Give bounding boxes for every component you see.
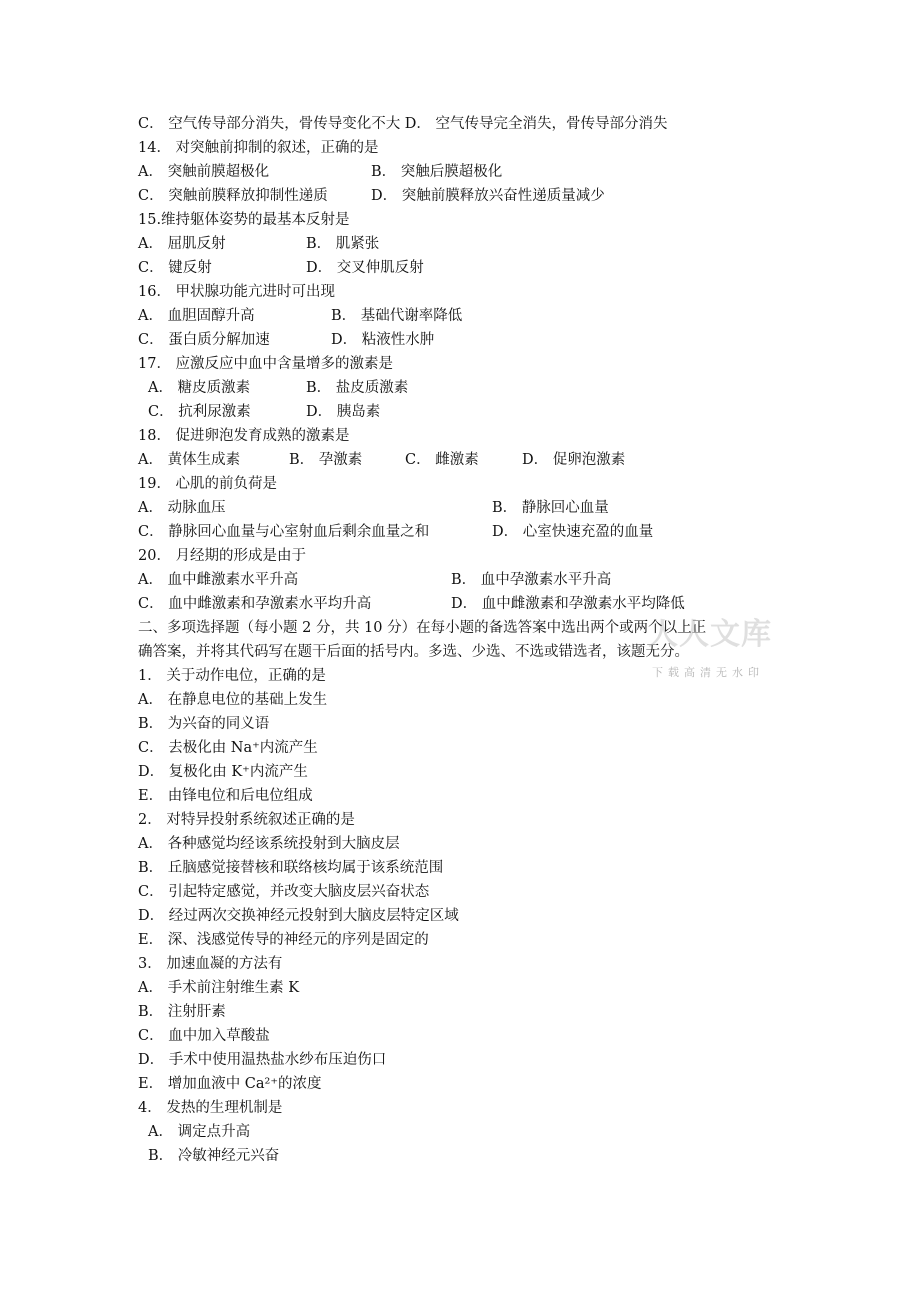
- q18-option-d: D． 促卵泡激素: [522, 452, 626, 468]
- q16-option-a: A． 血胆固醇升高: [138, 308, 255, 324]
- q17-option-b: B． 盐皮质激素: [306, 380, 409, 396]
- q15-option-d: D． 交叉伸肌反射: [306, 260, 424, 276]
- q16-option-b: B． 基础代谢率降低: [331, 308, 463, 324]
- q19-option-b: B． 静脉回心血量: [492, 500, 609, 516]
- mc4-option-a: A． 调定点升高: [148, 1124, 251, 1140]
- question-20-stem: 20． 月经期的形成是由于: [138, 548, 307, 564]
- q20-option-a: A． 血中雌激素水平升高: [138, 572, 299, 588]
- q14-option-b: B． 突触后膜超极化: [371, 164, 503, 180]
- mc1-option-b: B． 为兴奋的同义语: [138, 716, 270, 732]
- q20-option-c: C． 血中雌激素和孕激素水平均升高: [138, 596, 372, 612]
- mc3-option-e: E． 增加血液中 Ca²⁺的浓度: [138, 1076, 322, 1092]
- q16-option-d: D． 粘液性水肿: [331, 332, 435, 348]
- mc4-option-b: B． 冷敏神经元兴奋: [148, 1148, 280, 1164]
- section-instructions: 确答案，并将其代码写在题干后面的括号内。多选、少选、不选或错选者，该题无分。: [138, 644, 689, 660]
- text-line: C． 空气传导部分消失，骨传导变化不大 D． 空气传导完全消失，骨传导部分消失: [138, 116, 668, 132]
- q14-option-a: A． 突触前膜超极化: [138, 164, 270, 180]
- mc2-option-b: B． 丘脑感觉接替核和联络核均属于该系统范围: [138, 860, 444, 876]
- mc2-option-e: E． 深、浅感觉传导的神经元的序列是固定的: [138, 932, 429, 948]
- q19-option-c: C． 静脉回心血量与心室射血后剩余血量之和: [138, 524, 430, 540]
- q20-option-b: B． 血中孕激素水平升高: [451, 572, 612, 588]
- q18-option-a: A． 黄体生成素: [138, 452, 241, 468]
- q18-option-b: B． 孕激素: [289, 452, 363, 468]
- question-19-stem: 19． 心肌的前负荷是: [138, 476, 278, 492]
- mc-question-4-stem: 4． 发热的生理机制是: [138, 1100, 283, 1116]
- mc2-option-a: A． 各种感觉均经该系统投射到大脑皮层: [138, 836, 400, 852]
- q14-option-c: C． 突触前膜释放抑制性递质: [138, 188, 328, 204]
- q15-option-c: C． 键反射: [138, 260, 212, 276]
- watermark-subtitle: 下载高清无水印: [652, 666, 764, 679]
- q14-option-d: D． 突触前膜释放兴奋性递质量减少: [371, 188, 605, 204]
- q17-option-d: D． 胰岛素: [306, 404, 381, 420]
- mc1-option-e: E． 由锋电位和后电位组成: [138, 788, 313, 804]
- mc-question-2-stem: 2． 对特异投射系统叙述正确的是: [138, 812, 355, 828]
- mc3-option-c: C． 血中加入草酸盐: [138, 1028, 270, 1044]
- q15-option-b: B． 肌紧张: [306, 236, 380, 252]
- mc2-option-c: C． 引起特定感觉，并改变大脑皮层兴奋状态: [138, 884, 430, 900]
- section-heading-multiple-choice: 二、多项选择题（每小题 2 分，共 10 分）在每小题的备选答案中选出两个或两个以上正: [138, 620, 707, 636]
- mc1-option-a: A． 在静息电位的基础上发生: [138, 692, 328, 708]
- mc2-option-d: D． 经过两次交换神经元投射到大脑皮层特定区域: [138, 908, 459, 924]
- mc1-option-d: D． 复极化由 K⁺内流产生: [138, 764, 308, 780]
- question-16-stem: 16． 甲状腺功能亢进时可出现: [138, 284, 336, 300]
- q17-option-a: A． 糖皮质激素: [148, 380, 251, 396]
- q19-option-d: D． 心室快速充盈的血量: [492, 524, 654, 540]
- q16-option-c: C． 蛋白质分解加速: [138, 332, 270, 348]
- watermark-logo: 人人文库: [648, 617, 772, 652]
- mc3-option-b: B． 注射肝素: [138, 1004, 226, 1020]
- q19-option-a: A． 动脉血压: [138, 500, 226, 516]
- q18-option-c: C． 雌激素: [405, 452, 479, 468]
- q17-option-c: C． 抗利尿激素: [148, 404, 251, 420]
- question-15-stem: 15.维持躯体姿势的最基本反射是: [138, 212, 350, 228]
- q15-option-a: A． 屈肌反射: [138, 236, 226, 252]
- question-14-stem: 14． 对突触前抑制的叙述，正确的是: [138, 140, 379, 156]
- question-18-stem: 18． 促进卵泡发育成熟的激素是: [138, 428, 350, 444]
- question-17-stem: 17． 应激反应中血中含量增多的激素是: [138, 356, 394, 372]
- mc1-option-c: C． 去极化由 Na⁺内流产生: [138, 740, 318, 756]
- mc3-option-d: D． 手术中使用温热盐水纱布压迫伤口: [138, 1052, 387, 1068]
- mc3-option-a: A． 手术前注射维生素 K: [138, 980, 300, 996]
- q20-option-d: D． 血中雌激素和孕激素水平均降低: [451, 596, 685, 612]
- mc-question-1-stem: 1． 关于动作电位，正确的是: [138, 668, 326, 684]
- mc-question-3-stem: 3． 加速血凝的方法有: [138, 956, 283, 972]
